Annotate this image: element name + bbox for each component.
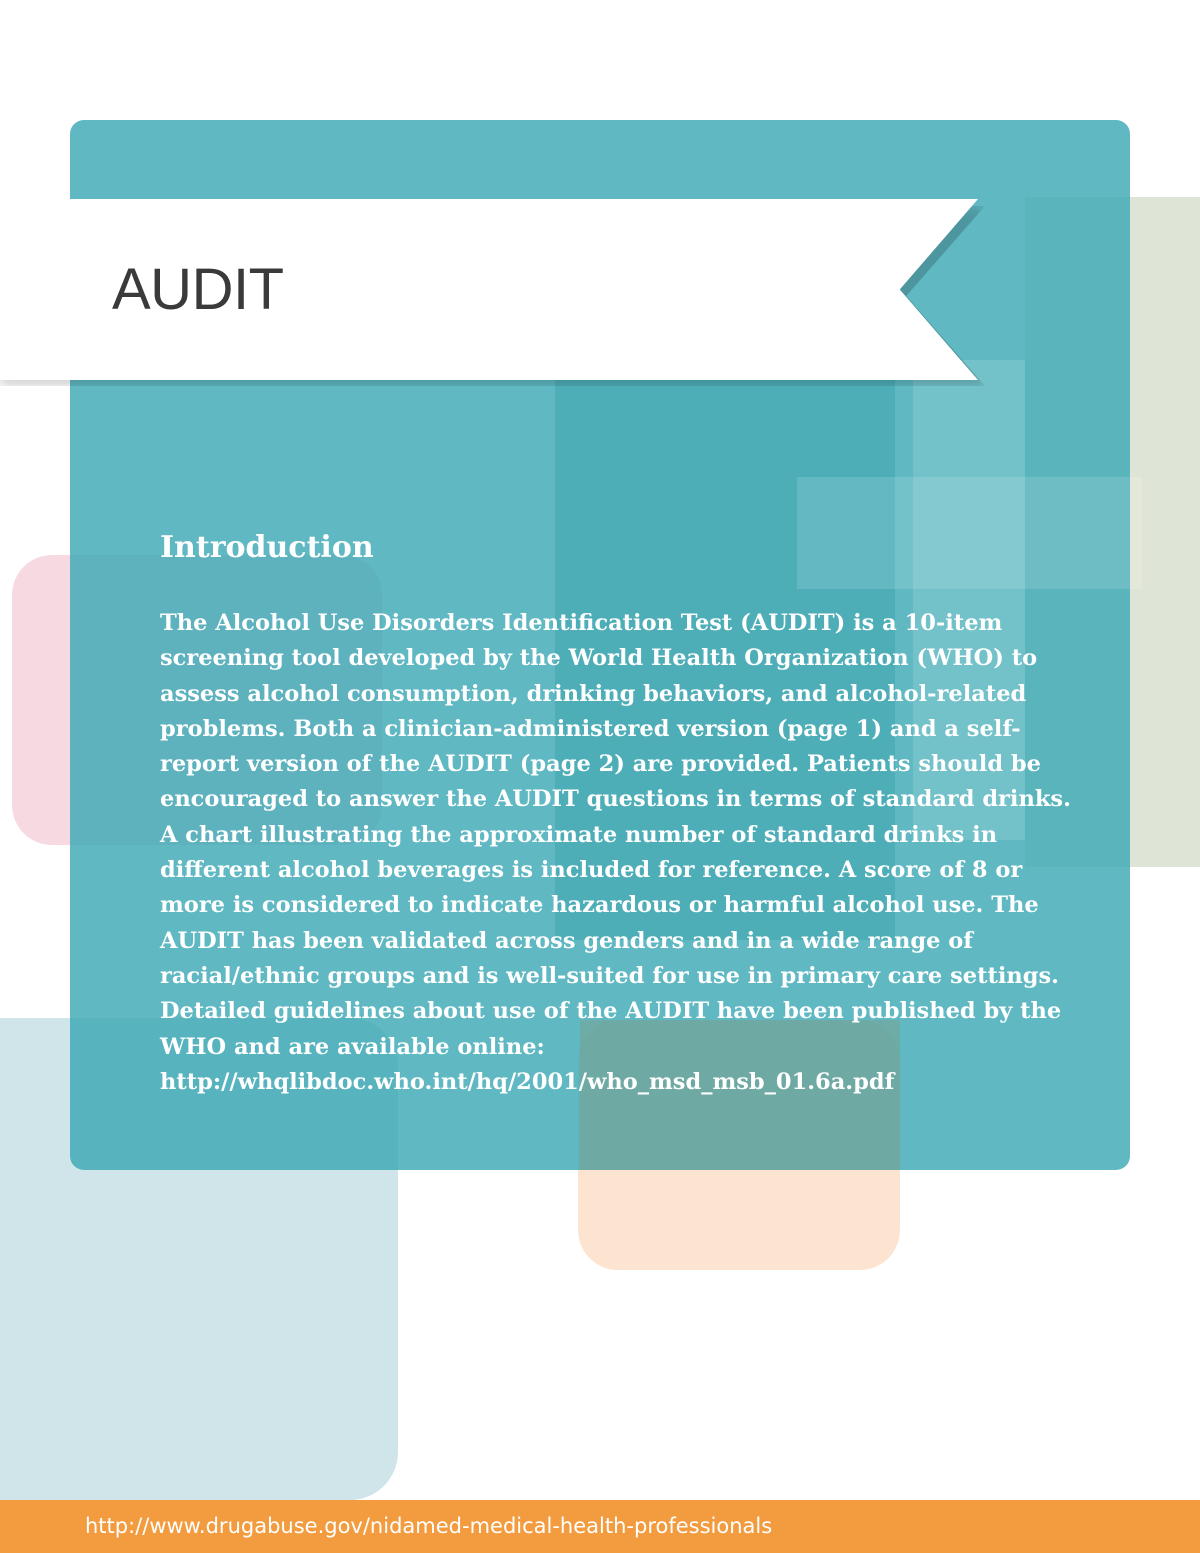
who-guidelines-link[interactable]: http://whqlibdoc.who.int/hq/2001/who_msd_msb_01.6a.pdf <box>160 1068 895 1095</box>
footer-link[interactable]: http://www.drugabuse.gov/nidamed-medical-health-professionals <box>85 1514 773 1538</box>
intro-paragraph: The Alcohol Use Disorders Identification Test (AUDIT) is a 10-item screening tool developed by the World Health Organization (WHO) to assess alcohol consumption, drinking behaviors, and alcohol-related problems. Both a clinician-administered version (page 1) and a self-report version of the AUDIT (page 2) are provided. Patients should be encouraged to answer the AUDIT questions in terms of standard drinks. A chart illustrating the approximate number of standard drinks in different alcohol beverages is included for reference. A score of 8 or more is considered to indicate hazardous or harmful alcohol use. The AUDIT has been validated across genders and in a wide range of racial/ethnic groups and is well-suited for use in primary care settings. Detailed guidelines about use of the AUDIT have been published by the WHO and are available online: <box>160 610 1071 1060</box>
intro-heading: Introduction <box>160 530 374 565</box>
page-title: AUDIT <box>112 257 284 322</box>
plus-decor-horizontal <box>797 477 1142 589</box>
intro-body <box>160 606 1090 1100</box>
